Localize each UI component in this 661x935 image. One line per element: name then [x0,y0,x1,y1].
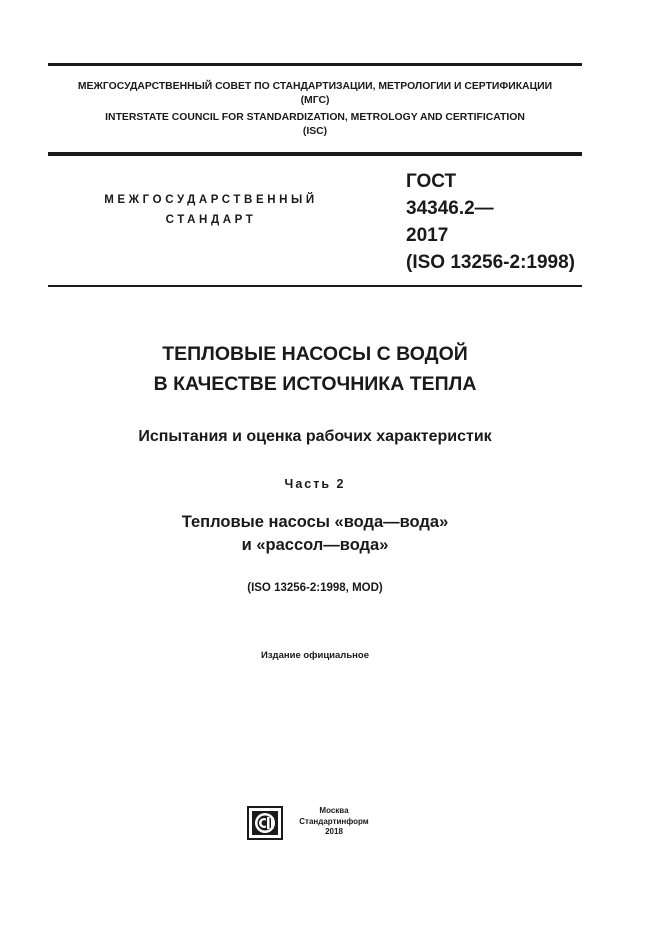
iso-reference: (ISO 13256-2:1998, MOD) [247,582,383,594]
standard-type-line2: СТАНДАРТ [165,214,257,226]
council-abbr-en: (ISC) [302,126,328,137]
top-rule [48,63,582,66]
council-name-en: INTERSTATE COUNCIL FOR STANDARDIZATION, METROLOGY AND CERTIFICATION [105,112,525,123]
gost-number: 34346.2— [406,198,494,219]
header-rule [48,152,582,156]
part-title [48,511,582,557]
designation-rule [48,285,582,287]
title-line1: ТЕПЛОВЫЕ НАСОСЫ С ВОДОЙ [162,343,468,365]
part-title-line2: и «рассол—вода» [241,536,389,554]
publisher-year: 2018 [325,827,343,836]
publisher-name: Стандартинформ [299,816,369,826]
part-title-line1: Тепловые насосы «вода—вода» [181,513,449,531]
standartinform-logo-icon [247,806,283,840]
council-name-ru: МЕЖГОСУДАРСТВЕННЫЙ СОВЕТ ПО СТАНДАРТИЗАЦИИ, МЕТРОЛОГИИ И СЕРТИФИКАЦИИ [77,81,553,92]
standard-type [80,190,342,230]
document-title [48,339,582,399]
standard-type-line1: МЕЖГОСУДАРСТВЕННЫЙ [104,194,318,206]
publisher-info [292,806,376,838]
gost-year: 2017 [406,225,449,246]
gost-label: ГОСТ [406,171,457,192]
council-abbr-ru: (МГС) [300,95,330,106]
part-label: Часть 2 [284,477,346,491]
gost-designation [406,168,575,276]
publisher-logo [247,806,283,840]
title-line2: В КАЧЕСТВЕ ИСТОЧНИКА ТЕПЛА [153,373,477,395]
council-header [48,80,582,139]
gost-iso: (ISO 13256-2:1998) [406,252,575,273]
edition-note: Издание официальное [261,650,369,661]
publisher-city: Москва [319,806,349,815]
document-subtitle: Испытания и оценка рабочих характеристик [138,428,492,445]
